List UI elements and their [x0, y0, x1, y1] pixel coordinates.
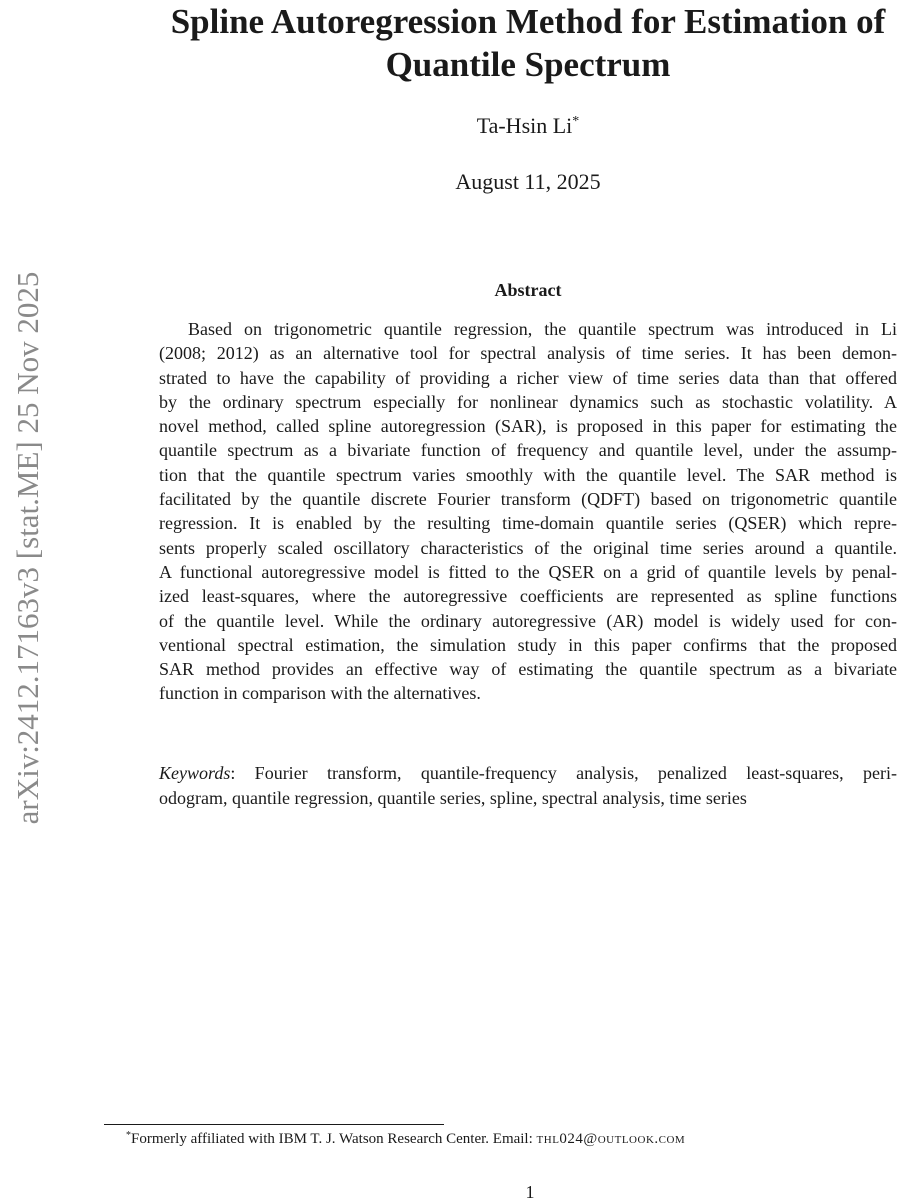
abstract-line: ized least-squares, where the autoregressive coefficients are represented as spline functions	[159, 586, 897, 607]
author-footnote	[104, 1129, 894, 1149]
abstract-line: regression. It is enabled by the resulting time-domain quantile series (QSER) which repre-	[159, 513, 897, 534]
footnote-mark: *	[126, 1130, 131, 1141]
keywords-text-1: : Fourier transform, quantile-frequency analysis, penalized least-squares, peri-	[230, 763, 897, 783]
abstract-line: by the ordinary spectrum especially for nonlinear dynamics such as stochastic volatility. A	[159, 391, 897, 412]
abstract-line: SAR method provides an effective way of estimating the quantile spectrum as a bivariate	[159, 659, 897, 680]
keywords-line-1	[159, 761, 897, 786]
abstract-line: A functional autoregressive model is fitted to the QSER on a grid of quantile levels by penal-	[159, 561, 897, 582]
author-footnote-mark: *	[572, 114, 580, 129]
page-number: 1	[525, 1182, 535, 1202]
footnote-text: Formerly affiliated with IBM T. J. Watson Research Center. Email:	[131, 1131, 537, 1147]
paper-date: August 11, 2025	[455, 169, 601, 194]
abstract-line: Based on trigonometric quantile regression, the quantile spectrum was introduced in Li	[188, 319, 897, 339]
title-line-2: Quantile Spectrum	[385, 45, 671, 84]
abstract-line: ventional spectral estimation, the simulation study in this paper confirms that the proposed	[159, 634, 897, 655]
footnote-email: thl024@outlook.com	[536, 1131, 686, 1147]
abstract-line: function in comparison with the alternatives.	[159, 683, 481, 704]
abstract-body	[159, 317, 897, 706]
abstract-line: strated to have the capability of providing a richer view of time series data than that offered	[159, 367, 897, 388]
keywords-block	[159, 761, 897, 811]
abstract-line: facilitated by the quantile discrete Fourier transform (QDFT) based on trigonometric quantile	[159, 489, 897, 510]
abstract-line: of the quantile level. While the ordinary autoregressive (AR) model is widely used for con-	[159, 610, 897, 631]
abstract-line: sents properly scaled oscillatory characteristics of the original time series around a quantile.	[159, 537, 897, 558]
footnote-divider	[104, 1124, 444, 1125]
keywords-line-2: odogram, quantile regression, quantile series, spline, spectral analysis, time series	[159, 788, 747, 808]
keywords-label: Keywords	[159, 763, 231, 783]
abstract-line: (2008; 2012) as an alternative tool for spectral analysis of time series. It has been demon-	[159, 343, 897, 364]
author-line	[160, 112, 896, 140]
abstract-heading: Abstract	[494, 280, 562, 300]
abstract-line: tion that the quantile spectrum varies smoothly with the quantile level. The SAR method is	[159, 464, 897, 485]
arxiv-identifier-stamp: arXiv:2412.17163v3 [stat.ME] 25 Nov 2025	[10, 271, 45, 825]
paper-title	[110, 0, 918, 86]
abstract-line: novel method, called spline autoregression (SAR), is proposed in this paper for estimating the	[159, 416, 897, 437]
title-line-1: Spline Autoregression Method for Estimation of	[170, 2, 886, 41]
author-name: Ta-Hsin Li	[476, 113, 573, 138]
abstract-line: quantile spectrum as a bivariate function of frequency and quantile level, under the assump-	[159, 440, 897, 461]
